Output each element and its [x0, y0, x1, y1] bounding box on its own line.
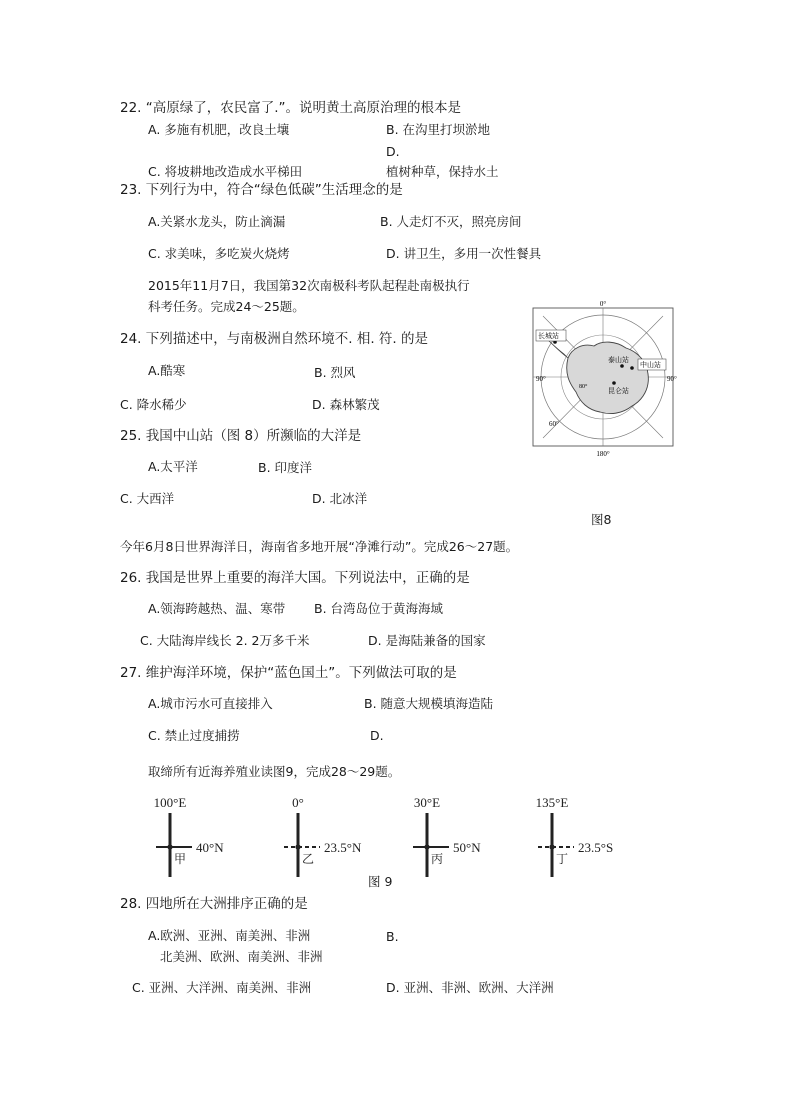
fig9-latitude-label: 40°N [196, 840, 224, 855]
q28-option-d: D. 亚洲、非洲、欧洲、大洋洲 [386, 980, 554, 995]
q27-extra-line: 取缔所有近海养殖业读图9，完成28～29题。 [148, 764, 401, 779]
q28-option-a: A.欧洲、亚洲、南美洲、非洲 [148, 928, 311, 943]
q28-stem: 28. 四地所在大洲排序正确的是 [120, 896, 308, 912]
q22-option-d-label: D. [386, 144, 400, 159]
q25-stem: 25. 我国中山站（图 8）所濒临的大洋是 [120, 428, 362, 444]
fig9-longitude-label: 135°E [535, 795, 569, 810]
q27-stem: 27. 维护海洋环境，保护“蓝色国土”。下列做法可取的是 [120, 665, 457, 681]
q23-option-c: C. 求美味，多吃炭火烧烤 [148, 246, 290, 261]
fig9-point [549, 844, 554, 849]
q23-option-b: B. 人走灯不灭，照亮房间 [380, 214, 522, 229]
q24-option-d: D. 森林繁茂 [312, 397, 380, 412]
q28-option-c: C. 亚洲、大洋洲、南美洲、非洲 [132, 980, 312, 995]
q27-option-c: C. 禁止过度捕捞 [148, 728, 240, 743]
fig8-taishan-label: 泰山站 [608, 356, 629, 364]
q22-stem: 22. “高原绿了，农民富了.”。说明黄土高原治理的根本是 [120, 100, 462, 116]
q23-option-a: A.关紧水龙头，防止滴漏 [148, 214, 286, 229]
q25-option-c: C. 大西洋 [120, 491, 175, 506]
q24-stem: 24. 下列描述中，与南极洲自然环境不. 相. 符. 的是 [120, 331, 429, 347]
q25-option-b: B. 印度洋 [258, 460, 313, 475]
figure-8-antarctica-map [528, 296, 678, 458]
fig8-left-label: 90° [536, 375, 546, 383]
q23-option-d: D. 讲卫生，多用一次性餐具 [386, 246, 542, 261]
q25-option-d: D. 北冰洋 [312, 491, 368, 506]
fig8-changcheng-label: 长城站 [538, 332, 559, 340]
q27-option-d: D. [370, 728, 384, 743]
q22-option-c: C. 将坡耕地改造成水平梯田 [148, 164, 303, 179]
fig9-longitude-label: 0° [292, 795, 304, 810]
fig9-place-name: 乙 [302, 852, 315, 866]
q28-option-b-text: 北美洲、欧洲、南美洲、非洲 [160, 949, 323, 964]
intro-26-27: 今年6月8日世界海洋日，海南省多地开展“净滩行动”。完成26～27题。 [120, 539, 519, 554]
q24-option-a: A.酷寒 [148, 363, 186, 378]
fig9-longitude-label: 100°E [153, 795, 187, 810]
q24-option-b: B. 烈风 [314, 365, 356, 380]
q26-option-a: A.领海跨越热、温、寒带 [148, 601, 286, 616]
fig9-latitude-label: 50°N [453, 840, 481, 855]
q22-option-d-text: 植树种草，保持水土 [386, 164, 499, 179]
fig9-point [295, 844, 300, 849]
fig8-right-label: 90° [667, 375, 677, 383]
intro-24-25-line1: 2015年11月7日，我国第32次南极科考队起程赴南极执行 [148, 278, 470, 293]
fig8-kunlun-label: 昆仑站 [608, 387, 629, 395]
figure-8-caption: 图8 [591, 512, 612, 527]
fig9-place-name: 丙 [431, 852, 444, 866]
q26-option-b: B. 台湾岛位于黄海海域 [314, 601, 444, 616]
q27-option-a: A.城市污水可直接排入 [148, 696, 273, 711]
fig9-place-name: 丁 [556, 852, 569, 866]
fig8-top-label: 0° [599, 300, 607, 308]
fig9-latitude-label: 23.5°N [324, 840, 362, 855]
fig9-point [167, 844, 172, 849]
fig8-lat-label: 60° [549, 420, 559, 428]
q26-stem: 26. 我国是世界上重要的海洋大国。下列说法中，正确的是 [120, 570, 470, 586]
q28-option-b-label: B. [386, 929, 399, 944]
figure-9-caption: 图 9 [368, 874, 393, 889]
q27-option-b: B. 随意大规模填海造陆 [364, 696, 494, 711]
fig9-place-name: 甲 [174, 852, 187, 866]
q26-option-c: C. 大陆海岸线长 2. 2万多千米 [140, 633, 310, 648]
q22-option-a: A. 多施有机肥，改良土壤 [148, 122, 290, 137]
intro-24-25-line2: 科考任务。完成24～25题。 [148, 299, 305, 314]
figure-9-coordinates [140, 795, 640, 880]
fig8-inner-label: 80° [579, 384, 588, 390]
q24-option-c: C. 降水稀少 [120, 397, 187, 412]
q26-option-d: D. 是海陆兼备的国家 [368, 633, 486, 648]
fig8-zhongshan-label: 中山站 [640, 361, 661, 369]
fig9-latitude-label: 23.5°S [578, 840, 614, 855]
fig9-point [424, 844, 429, 849]
q25-option-a: A.太平洋 [148, 459, 198, 474]
fig9-longitude-label: 30°E [413, 795, 441, 810]
q23-stem: 23. 下列行为中，符合“绿色低碳”生活理念的是 [120, 182, 403, 198]
q22-option-b: B. 在沟里打坝淤地 [386, 122, 491, 137]
fig8-bottom-label: 180° [596, 450, 610, 458]
